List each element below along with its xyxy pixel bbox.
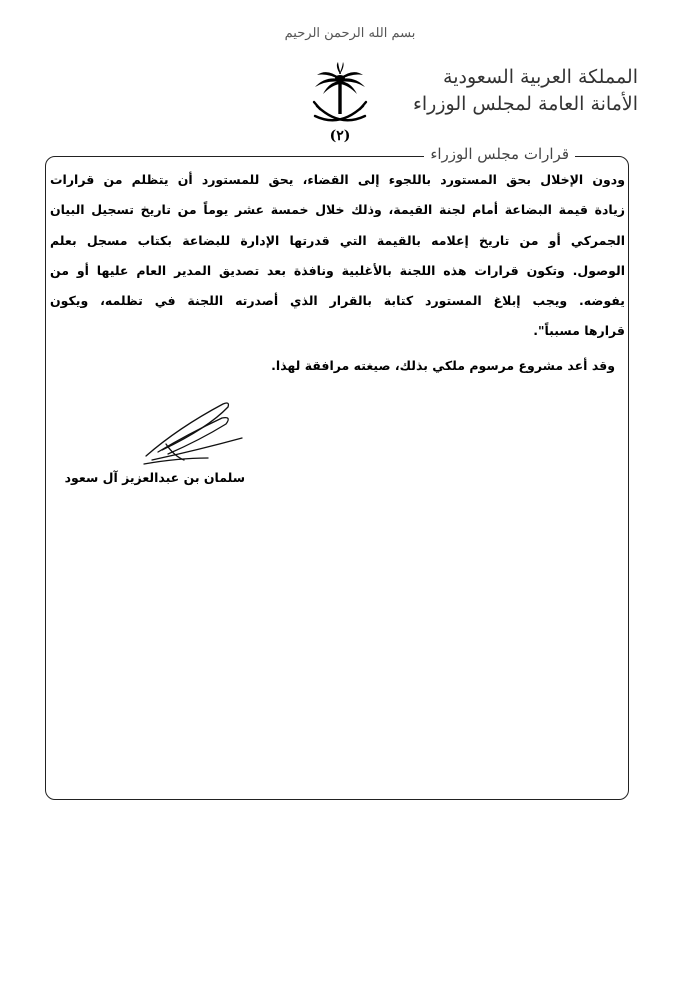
body-line: قرارها مسبباً". [533,323,625,339]
body-line: الوصول. وتكون قرارات هذه اللجنة بالأغلبية ونافذة بعد تصديق المدير العام عليها أو من [50,262,625,278]
page-number: (٢) [329,128,351,144]
body-paragraph [50,165,625,347]
signer-name: سلمان بن عبدالعزيز آل سعود [64,470,245,485]
body-line: ودون الإخلال بحق المستورد باللجوء إلى القضاء، يحق للمستورد أن يتظلم من قرارات [50,172,625,187]
handwritten-signature [138,398,258,468]
letterhead [388,64,638,118]
royal-decree-note: وقد أعد مشروع مرسوم ملكي بذلك، صيغته مرافقة لهذا. [271,358,615,373]
kingdom-name: المملكة العربية السعودية [443,66,638,88]
secretariat-name: الأمانة العامة لمجلس الوزراء [412,93,638,115]
frame-caption: قرارات مجلس الوزراء [424,145,575,163]
body-line: الجمركي أو من تاريخ إعلامه بالقيمة التي قدرتها الإدارة للبضاعة بكتاب مسجل بعلم [50,232,625,248]
palm-and-swords-emblem-icon [305,62,375,132]
basmala: بسم الله الرحمن الرحيم [284,26,416,41]
body-line: يفوضه. ويجب إبلاغ المستورد كتابة بالقرار الذي أصدرته اللجنة في تظلمه، ويكون [50,293,625,309]
body-line: زيادة قيمة البضاعة أمام لجنة القيمة، وذلك خلال خمسة عشر يوماً من تاريخ تسجيل البيان [50,202,625,218]
